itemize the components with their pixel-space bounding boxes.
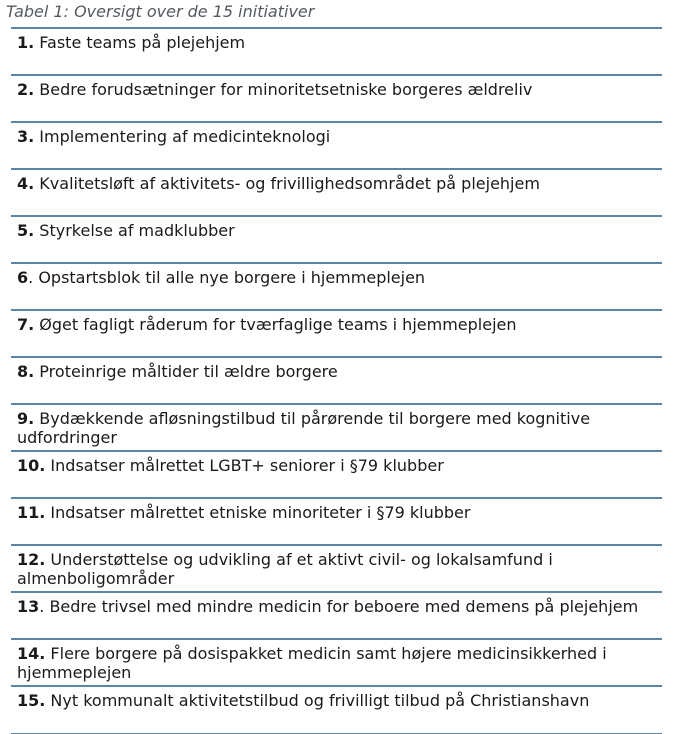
row-number: 1. — [17, 33, 35, 52]
row-number: 2. — [17, 80, 35, 99]
row-number: 9. — [17, 409, 35, 428]
table-row — [11, 264, 662, 311]
table-row — [11, 123, 662, 170]
row-text: Kvalitetsløft af aktivitets- og frivillighedsområdet på plejehjem — [34, 174, 540, 193]
table-row — [11, 311, 662, 358]
table-row — [11, 452, 662, 499]
table-row — [11, 358, 662, 405]
row-number: 3. — [17, 127, 35, 146]
row-text: . Bedre trivsel med mindre medicin for beboere med demens på plejehjem — [39, 597, 639, 616]
row-text: Indsatser målrettet LGBT+ seniorer i §79 klubber — [45, 456, 444, 475]
table-row — [11, 687, 662, 734]
table-row — [11, 640, 662, 687]
row-number: 10. — [17, 456, 46, 475]
row-text: Styrkelse af madklubber — [34, 221, 235, 240]
row-number: 14. — [17, 644, 46, 663]
row-text: Flere borgere på dosispakket medicin samt højere medicinsikkerhed i hjemmeplejen — [17, 644, 607, 682]
row-number: 15. — [17, 691, 46, 710]
table-row — [11, 546, 662, 593]
row-text: Bedre forudsætninger for minoritetsetniske borgeres ældreliv — [34, 80, 533, 99]
table-row — [11, 405, 662, 452]
table-row — [11, 217, 662, 264]
row-number: 7. — [17, 315, 35, 334]
table-caption: Tabel 1: Oversigt over de 15 initiativer — [6, 2, 315, 21]
row-number: 5. — [17, 221, 35, 240]
row-number: 11. — [17, 503, 46, 522]
row-text: . Opstartsblok til alle nye borgere i hjemmeplejen — [28, 268, 426, 287]
table-row — [11, 170, 662, 217]
table-row — [11, 593, 662, 640]
row-number: 6 — [17, 268, 29, 287]
row-text: Nyt kommunalt aktivitetstilbud og frivilligt tilbud på Christianshavn — [45, 691, 590, 710]
row-number: 12. — [17, 550, 46, 569]
row-text: Understøttelse og udvikling af et aktivt civil- og lokalsamfund i almenboligområder — [17, 550, 553, 588]
row-text: Faste teams på plejehjem — [34, 33, 246, 52]
row-text: Øget fagligt råderum for tværfaglige teams i hjemmeplejen — [34, 315, 517, 334]
row-text: Implementering af medicinteknologi — [34, 127, 331, 146]
row-number: 4. — [17, 174, 35, 193]
row-number: 13 — [17, 597, 40, 616]
table-row — [11, 29, 662, 76]
row-text: Proteinrige måltider til ældre borgere — [34, 362, 338, 381]
initiatives-table — [11, 27, 662, 734]
row-text: Bydækkende afløsningstilbud til pårørende til borgere med kognitive udfordringer — [17, 409, 591, 447]
table-row — [11, 499, 662, 546]
table-row — [11, 76, 662, 123]
row-text: Indsatser målrettet etniske minoriteter i §79 klubber — [45, 503, 471, 522]
row-number: 8. — [17, 362, 35, 381]
